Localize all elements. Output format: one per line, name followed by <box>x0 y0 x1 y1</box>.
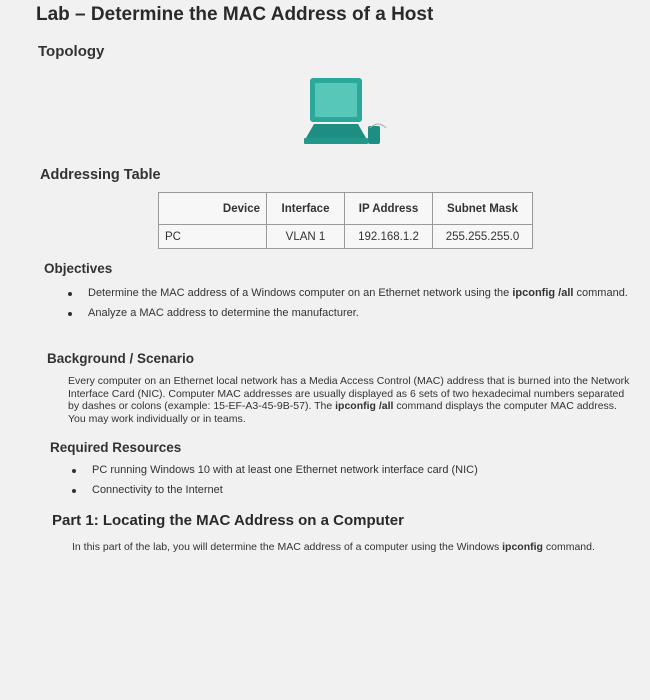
cell-ip-address: 192.168.1.2 <box>345 225 433 249</box>
column-header-device: Device <box>159 193 267 225</box>
list-item <box>72 464 612 477</box>
column-header-interface: Interface <box>267 193 345 225</box>
list-item <box>68 287 628 300</box>
resource-text: Connectivity to the Internet <box>92 484 223 496</box>
bullet-icon <box>72 469 76 473</box>
objectives-list <box>68 287 628 327</box>
background-text: Every computer on an Ethernet local network has a Media Access Control (MAC) address that is burned into the Network Interface Card (NIC). Computer MAC addresses are usually displayed as 6 sets of two hexadecimal numbers separated by dashes or colons (example: 15-EF-A3-45-9B-57). The <box>68 375 630 412</box>
bullet-icon <box>68 292 72 296</box>
pc-icon <box>300 76 390 148</box>
command-text: ipconfig <box>502 541 543 553</box>
column-header-ip-address: IP Address <box>345 193 433 225</box>
objective-text: Analyze a MAC address to determine the manufacturer. <box>88 307 359 319</box>
addressing-table-heading: Addressing Table <box>40 167 161 183</box>
table-header-row <box>159 193 533 225</box>
page-title: Lab – Determine the MAC Address of a Host <box>36 4 434 25</box>
required-resources-list <box>72 464 612 504</box>
bullet-icon <box>68 312 72 316</box>
addressing-table <box>158 192 533 249</box>
topology-heading: Topology <box>38 43 105 60</box>
objectives-heading: Objectives <box>44 261 113 276</box>
table-row <box>159 225 533 249</box>
part1-heading: Part 1: Locating the MAC Address on a Computer <box>52 512 404 529</box>
required-resources-heading: Required Resources <box>50 440 182 455</box>
background-text-end: command displays the computer MAC address. You may work individually or in teams. <box>68 400 617 425</box>
list-item <box>68 307 628 320</box>
resource-text: PC running Windows 10 with at least one Ethernet network interface card (NIC) <box>92 464 478 476</box>
bullet-icon <box>72 489 76 493</box>
cell-interface: VLAN 1 <box>267 225 345 249</box>
cell-subnet-mask: 255.255.255.0 <box>433 225 533 249</box>
part1-paragraph <box>72 541 612 553</box>
command-text: ipconfig /all <box>512 287 574 299</box>
column-header-subnet-mask: Subnet Mask <box>433 193 533 225</box>
objective-text: Determine the MAC address of a Windows computer on an Ethernet network using the <box>88 287 513 299</box>
part1-text: In this part of the lab, you will determine the MAC address of a computer using the Windows <box>72 541 503 553</box>
objective-text-end: command. <box>573 287 628 299</box>
background-heading: Background / Scenario <box>47 351 195 366</box>
command-text: ipconfig /all <box>335 400 394 412</box>
list-item <box>72 484 612 497</box>
cell-device: PC <box>159 225 267 249</box>
background-paragraph <box>68 375 636 425</box>
part1-text-end: command. <box>542 541 595 553</box>
